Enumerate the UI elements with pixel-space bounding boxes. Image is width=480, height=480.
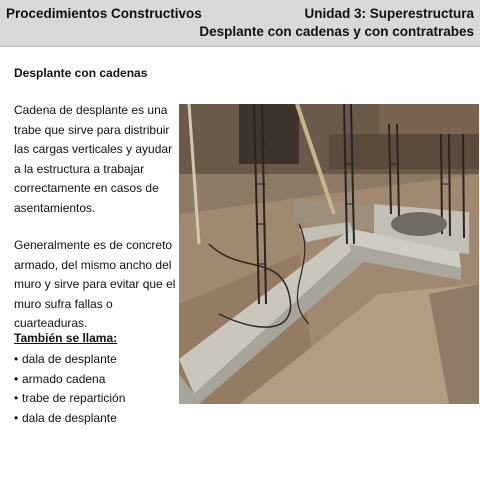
also-called-heading: También se llama: xyxy=(14,331,118,345)
list-item-label: trabe de repartición xyxy=(22,391,126,405)
list-item xyxy=(14,409,125,429)
list-item xyxy=(14,350,125,370)
list-item-label: dala de desplante xyxy=(22,352,117,366)
list-item-label: dala de desplante xyxy=(22,410,117,425)
description-paragraph: Generalmente es de concreto armado, del mismo ancho del muro y sirve para evitar que el muro sufra fallas o cuarteaduras. xyxy=(14,238,176,330)
bullet-icon: • xyxy=(14,371,19,386)
unit-subtitle: Desplante con cadenas y con contratrabes xyxy=(199,24,474,39)
bullet-icon: • xyxy=(14,352,19,366)
slide-header xyxy=(0,0,480,47)
bullet-icon: • xyxy=(14,391,19,405)
definition-paragraph: Cadena de desplante es una trabe que sirve para distribuir las cargas verticales y ayudar a la estructura a trabajar correctamente en casos de asentamientos. xyxy=(14,103,173,215)
list-item xyxy=(14,389,125,409)
list-item xyxy=(14,370,125,390)
section-heading: Desplante con cadenas xyxy=(14,66,148,80)
list-item-label: armado cadena xyxy=(22,371,106,386)
course-title: Procedimientos Constructivos xyxy=(6,6,202,21)
unit-title: Unidad 3: Superestructura xyxy=(304,6,474,21)
bullet-icon: • xyxy=(14,410,19,425)
also-called-list xyxy=(14,350,125,428)
construction-site-photo xyxy=(179,104,479,404)
